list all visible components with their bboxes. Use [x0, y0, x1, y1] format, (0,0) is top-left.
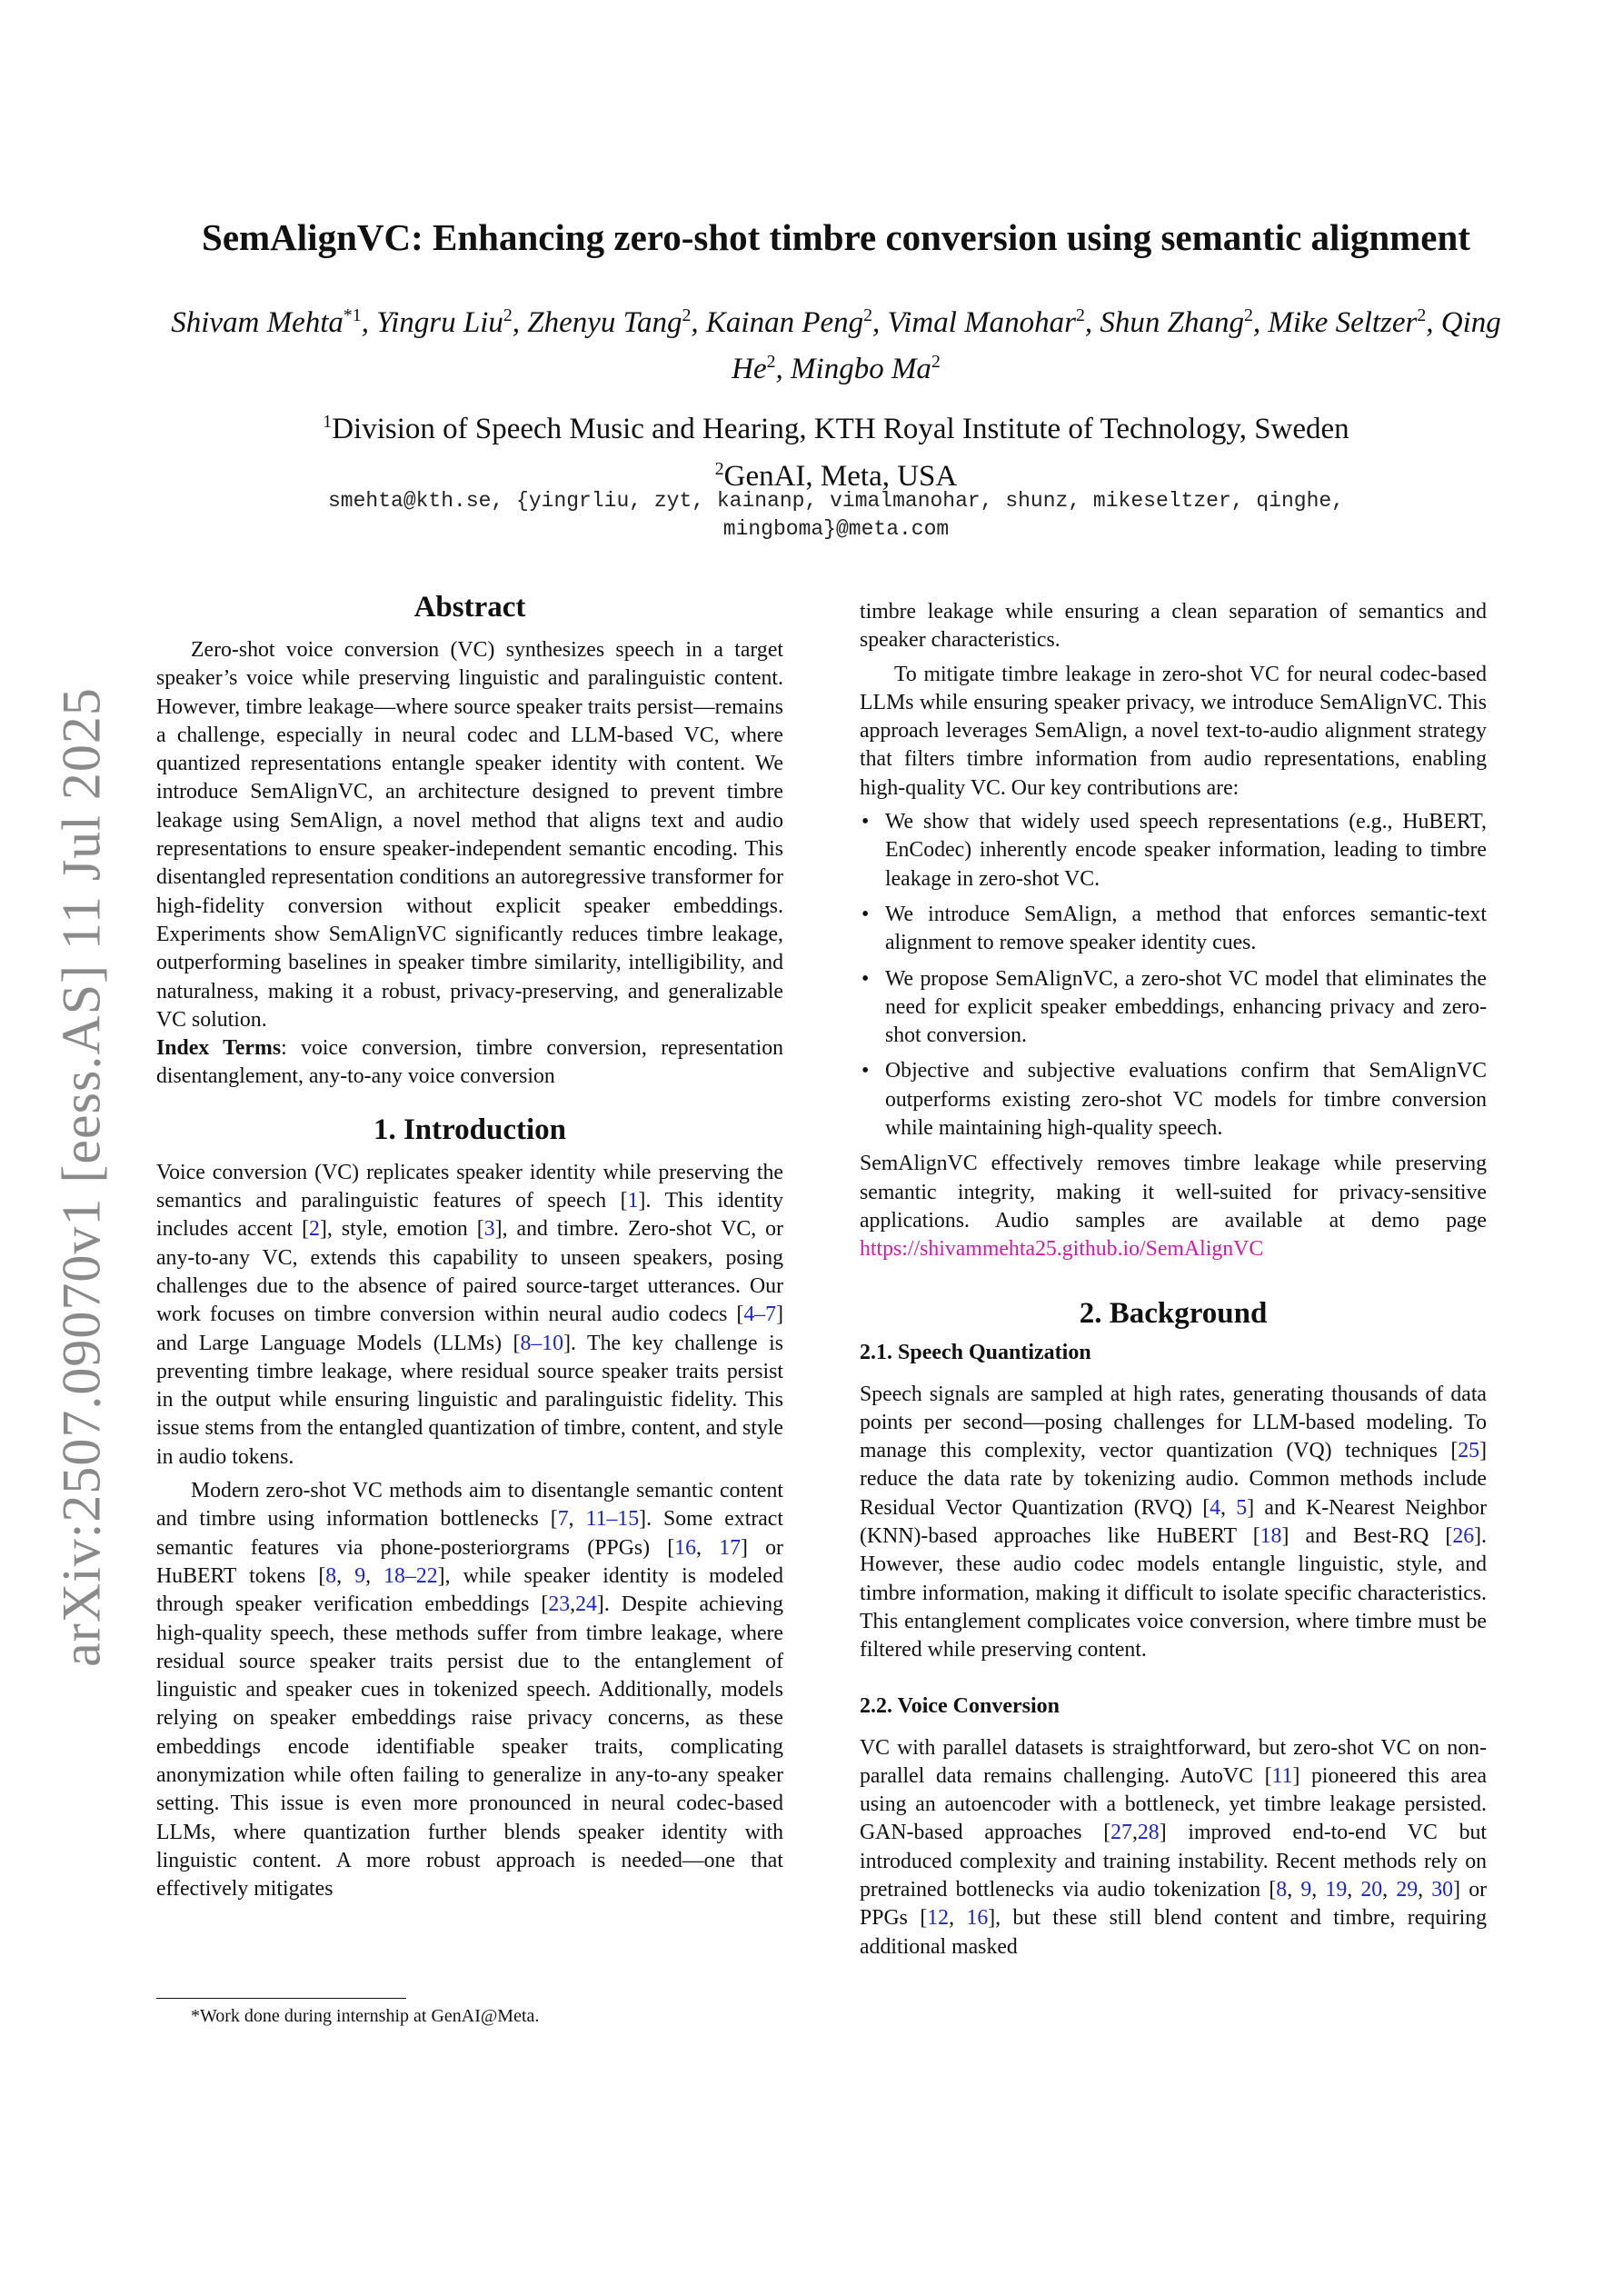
affiliation-text: Division of Speech Music and Hearing, KTH Royal Institute of Technology, Sweden — [332, 413, 1349, 445]
author-name: Qing He — [732, 306, 1501, 385]
citation-link[interactable]: 8–10 — [520, 1331, 564, 1355]
citation-link[interactable]: 19 — [1325, 1877, 1348, 1902]
citation-link[interactable]: 24 — [575, 1592, 597, 1617]
text-run: ] or PPGs [ — [860, 1877, 1488, 1931]
email-line: mingboma}@meta.com — [722, 517, 950, 541]
citation-link[interactable]: 4–7 — [743, 1303, 777, 1327]
intro-paragraph-3: To mitigate timbre leakage in zero-shot VC for neural codec-based LLMs while ensuring speaker privacy, we introduce SemAlignVC. This approach leverages SemAlign, a novel text-to-audio alignment strategy that filters timbre information from audio representations, enabling high-quality VC. Our key contributions are: — [860, 662, 1487, 800]
text-run: ]. The key challenge is preventing timbre leakage, where residual source speaker traits persist in the output while ensuring linguistic and paralinguistic fidelity. This issue stems from the entangled quantization of timbre, content, and style in audio tokens. — [156, 1331, 783, 1469]
author-affiliation-mark: 2 — [766, 352, 776, 372]
author-name: Shivam Mehta — [171, 306, 344, 339]
author-separator: , — [1084, 306, 1100, 339]
text-run: ] and Best-RQ [ — [1281, 1524, 1453, 1549]
citation-link[interactable]: 11–15 — [585, 1507, 640, 1532]
paper-title: SemAlignVC: Enhancing zero-shot timbre conversion using semantic alignment — [202, 216, 1470, 258]
author-separator: , — [1252, 306, 1269, 339]
text-run: , — [949, 1906, 967, 1931]
author-affiliation-mark: 2 — [1417, 305, 1427, 325]
citation-link[interactable]: 25 — [1458, 1439, 1480, 1463]
intro-paragraph-1 — [156, 1159, 783, 1472]
author-affiliation-mark: 2 — [1243, 305, 1253, 325]
citation-link[interactable]: 4 — [1210, 1495, 1221, 1520]
text-run: Voice conversion (VC) replicates speaker identity while preserving the semantics and paralinguistic features of speech [ — [156, 1160, 783, 1213]
background-heading: 2. Background — [1079, 1296, 1268, 1330]
index-terms — [156, 1034, 783, 1092]
citation-link[interactable]: 16 — [966, 1906, 989, 1931]
text-run: ]. This identity includes accent [ — [156, 1189, 783, 1242]
contribution-text: Objective and subjective evaluations confirm that SemAlignVC outperforms existing zero-shot VC models for timbre conversion while maintaining high-quality speech. — [885, 1059, 1487, 1141]
author-affiliation-mark: 2 — [863, 305, 873, 325]
intro-heading: 1. Introduction — [373, 1113, 567, 1146]
citation-link[interactable]: 18–22 — [383, 1563, 438, 1588]
text-run: ] pioneered this area using an autoencoder with a bottleneck, yet timbre leakage persisted. GAN-based approaches [ — [860, 1763, 1488, 1845]
text-run: , — [570, 1592, 576, 1617]
citation-link[interactable]: 9 — [1300, 1877, 1312, 1902]
summary-text: SemAlignVC effectively removes timbre leakage while preserving semantic integrity, making it well-suited for privacy-sensitive applications. Audio samples are available at demo page — [860, 1152, 1487, 1233]
left-column — [156, 589, 783, 1903]
author-separator: , — [1426, 306, 1441, 339]
text-run: , — [1382, 1877, 1397, 1902]
subsection-heading-voice-conversion: 2.2. Voice Conversion — [860, 1693, 1060, 1718]
author-name: Vimal Manohar — [887, 306, 1076, 339]
text-run: ]. Despite achieving high-quality speech, these methods suffer from timbre leakage, where residual source speaker traits persist due to the entanglement of linguistic and speaker cues in tokenized speech. Additionally, models relying on speaker embeddings raise privacy concerns, as these embeddings encode identifiable speaker traits, complicating anonymization while often failing to generalize in any-to-any speaker setting. This issue is even more pronounced in neural codec-based LLMs, where quantization further blends speaker identity with linguistic content. A more robust approach is needed—one that effectively mitigates — [156, 1592, 783, 1902]
citation-link[interactable]: 23 — [548, 1592, 571, 1617]
contribution-item — [861, 965, 1487, 1051]
text-run: ], while speaker identity is modeled through speaker verification embeddings [ — [156, 1563, 783, 1617]
intro-paragraph-continued: timbre leakage while ensuring a clean separation of semantics and speaker characteristics. — [860, 600, 1487, 653]
text-run: ] reduce the data rate by tokenizing audio. Common methods include Residual Vector Quantization (RVQ) [ — [860, 1439, 1487, 1520]
citation-link[interactable]: 2 — [309, 1217, 320, 1242]
contribution-text: We show that widely used speech representations (e.g., HuBERT, EnCodec) inherently encode speaker information, leading to timbre leakage in zero-shot VC. — [885, 810, 1487, 891]
author-affiliation-mark: 2 — [503, 305, 513, 325]
affiliation-mark: 1 — [323, 412, 333, 432]
citation-link[interactable]: 8 — [325, 1563, 337, 1588]
text-run: ] improved end-to-end VC but introduced complexity and training instability. Recent methods rely on pretrained bottlenecks via audio tokenization [ — [860, 1821, 1488, 1902]
text-run: , — [1347, 1877, 1361, 1902]
index-terms-text: : voice conversion, timbre conversion, representation disentanglement, any-to-any voice conversion — [156, 1036, 783, 1089]
citation-link[interactable]: 5 — [1236, 1495, 1248, 1520]
affiliation — [154, 402, 1518, 449]
arxiv-stamp — [36, 668, 127, 1686]
citation-link[interactable]: 3 — [483, 1217, 495, 1242]
contributions-list — [860, 808, 1487, 1143]
text-run: ], but these still blend content and timbre, requiring additional masked — [860, 1906, 1488, 1959]
author-emails — [154, 487, 1518, 544]
citation-link[interactable]: 26 — [1452, 1524, 1475, 1549]
voice-conversion-body — [860, 1734, 1487, 1962]
citation-link[interactable]: 28 — [1137, 1821, 1160, 1845]
bullet-icon: • — [861, 902, 870, 926]
text-run: , — [1311, 1877, 1326, 1902]
author-list — [154, 296, 1518, 389]
text-run: , — [336, 1563, 355, 1588]
author-affiliation-mark: 2 — [682, 305, 692, 325]
author-separator: , — [512, 306, 528, 339]
author-separator: , — [775, 353, 792, 385]
author-separator: , — [361, 306, 377, 339]
text-run: ] and Large Language Models (LLMs) [ — [156, 1303, 783, 1355]
email-line: smehta@kth.se, {yingrliu, zyt, kainanp, vimalmanohar, shunz, mikeseltzer, qinghe, — [328, 489, 1344, 513]
intro-paragraph-4 — [860, 1150, 1487, 1263]
contribution-item — [861, 1057, 1487, 1143]
author-affiliation-mark: 2 — [931, 352, 941, 372]
bullet-icon: • — [861, 810, 870, 834]
author-name: Zhenyu Tang — [527, 306, 682, 339]
author-separator: , — [691, 306, 706, 339]
author-name: Mingbo Ma — [791, 353, 931, 385]
text-run: , — [1287, 1877, 1301, 1902]
author-name: Yingru Liu — [376, 306, 503, 339]
text-run: , — [568, 1507, 586, 1532]
footnote-rule — [156, 1998, 406, 1999]
citation-link[interactable]: 30 — [1431, 1877, 1454, 1902]
citation-link[interactable]: 29 — [1396, 1877, 1419, 1902]
affiliations — [154, 402, 1518, 496]
author-name: Kainan Peng — [705, 306, 864, 339]
text-run: Speech signals are sampled at high rates, generating thousands of data points per second—posing challenges for LLM-based modeling. To manage this complexity, vector quantization (VQ) techniques [ — [860, 1382, 1487, 1463]
text-run: ] and K-Nearest Neighbor (KNN)-based approaches like HuBERT [ — [860, 1495, 1487, 1549]
text-run: ], and timbre. Zero-shot VC, or any-to-any VC, extends this capability to unseen speakers, posing challenges due to the absence of paired source-target utterances. Our work focuses on timbre conversion within neural audio codecs [ — [156, 1217, 784, 1327]
citation-link[interactable]: 18 — [1260, 1524, 1282, 1549]
subsection-heading-speech-quantization: 2.1. Speech Quantization — [860, 1340, 1091, 1364]
text-run: Modern zero-shot VC methods aim to disentangle semantic content and timbre using information bottlenecks [ — [156, 1479, 783, 1532]
citation-link[interactable]: 16 — [674, 1535, 697, 1560]
citation-link[interactable]: 9 — [354, 1563, 366, 1588]
text-run: , — [696, 1535, 720, 1560]
citation-link[interactable]: 17 — [719, 1535, 741, 1560]
author-name: Shun Zhang — [1100, 306, 1244, 339]
author-name: Mike Seltzer — [1268, 306, 1418, 339]
contribution-text: We introduce SemAlign, a method that enforces semantic-text alignment to remove speaker identity cues. — [885, 902, 1487, 955]
arxiv-stamp-text: arXiv:2507.09070v1 [eess.AS] 11 Jul 2025 — [51, 687, 112, 1667]
contribution-text: We propose SemAlignVC, a zero-shot VC model that eliminates the need for explicit speaker embeddings, enhancing privacy and zero-shot conversion. — [885, 966, 1487, 1048]
bullet-icon: • — [861, 1059, 870, 1083]
text-run: , — [1131, 1821, 1138, 1845]
citation-link[interactable]: 8 — [1276, 1877, 1288, 1902]
bullet-icon: • — [861, 966, 870, 991]
affiliation-mark: 2 — [714, 459, 724, 479]
contribution-item — [861, 901, 1487, 958]
text-run: ], style, emotion [ — [319, 1217, 484, 1242]
citation-link[interactable]: 7 — [557, 1507, 569, 1532]
contribution-item — [861, 808, 1487, 893]
citation-link[interactable]: 12 — [927, 1906, 950, 1931]
author-affiliation-mark: *1 — [343, 305, 362, 325]
text-run: VC with parallel datasets is straightforward, but zero-shot VC on non-parallel data remains challenging. AutoVC [ — [860, 1735, 1487, 1788]
index-terms-label: Index Terms — [156, 1036, 282, 1061]
text-run: ] or HuBERT tokens [ — [156, 1535, 783, 1588]
citation-link[interactable]: 20 — [1360, 1877, 1383, 1902]
abstract-heading: Abstract — [413, 591, 526, 624]
text-run: ]. Some extract semantic features via phone-posteriorgrams (PPGs) [ — [156, 1507, 783, 1560]
right-column — [860, 598, 1487, 1962]
speech-quantization-body — [860, 1381, 1487, 1665]
text-run: , — [1220, 1495, 1237, 1520]
author-separator: , — [872, 306, 888, 339]
text-run: , — [365, 1563, 384, 1588]
citation-link[interactable]: 27 — [1110, 1821, 1132, 1845]
text-run: , — [1418, 1877, 1432, 1902]
abstract-body: Zero-shot voice conversion (VC) synthesizes speech in a target speaker’s voice while preserving linguistic and paralinguistic content. However, timbre leakage—where source speaker traits persist—remains a challenge, especially in neural codec and LLM-based VC, where quantized representations entangle speaker identity with content. We introduce SemAlignVC, an architecture designed to prevent timbre leakage using SemAlign, a novel method that aligns text and audio representations to ensure speaker-independent semantic encoding. This disentangled representation conditions an autoregressive transformer for high-fidelity conversion without explicit speaker embeddings. Experiments show SemAlignVC significantly reduces timbre leakage, outperforming baselines in speaker timbre similarity, intelligibility, and naturalness, making it a robust, privacy-preserving, and generalizable VC solution. — [156, 638, 783, 1032]
footnote: *Work done during internship at GenAI@Meta. — [191, 2006, 540, 2026]
demo-page-link[interactable]: https://shivammehta25.github.io/SemAlignVC — [860, 1237, 1264, 1262]
intro-paragraph-2 — [156, 1477, 783, 1903]
text-run: ]. However, these audio codec models entangle linguistic, style, and timbre information, making it difficult to isolate specific characteristics. This entanglement complicates voice conversion, where timbre must be filtered while preserving content. — [860, 1524, 1487, 1662]
author-affiliation-mark: 2 — [1075, 305, 1085, 325]
citation-link[interactable]: 11 — [1271, 1763, 1293, 1788]
affiliation-text: GenAI, Meta, USA — [723, 460, 958, 493]
citation-link[interactable]: 1 — [627, 1189, 639, 1213]
